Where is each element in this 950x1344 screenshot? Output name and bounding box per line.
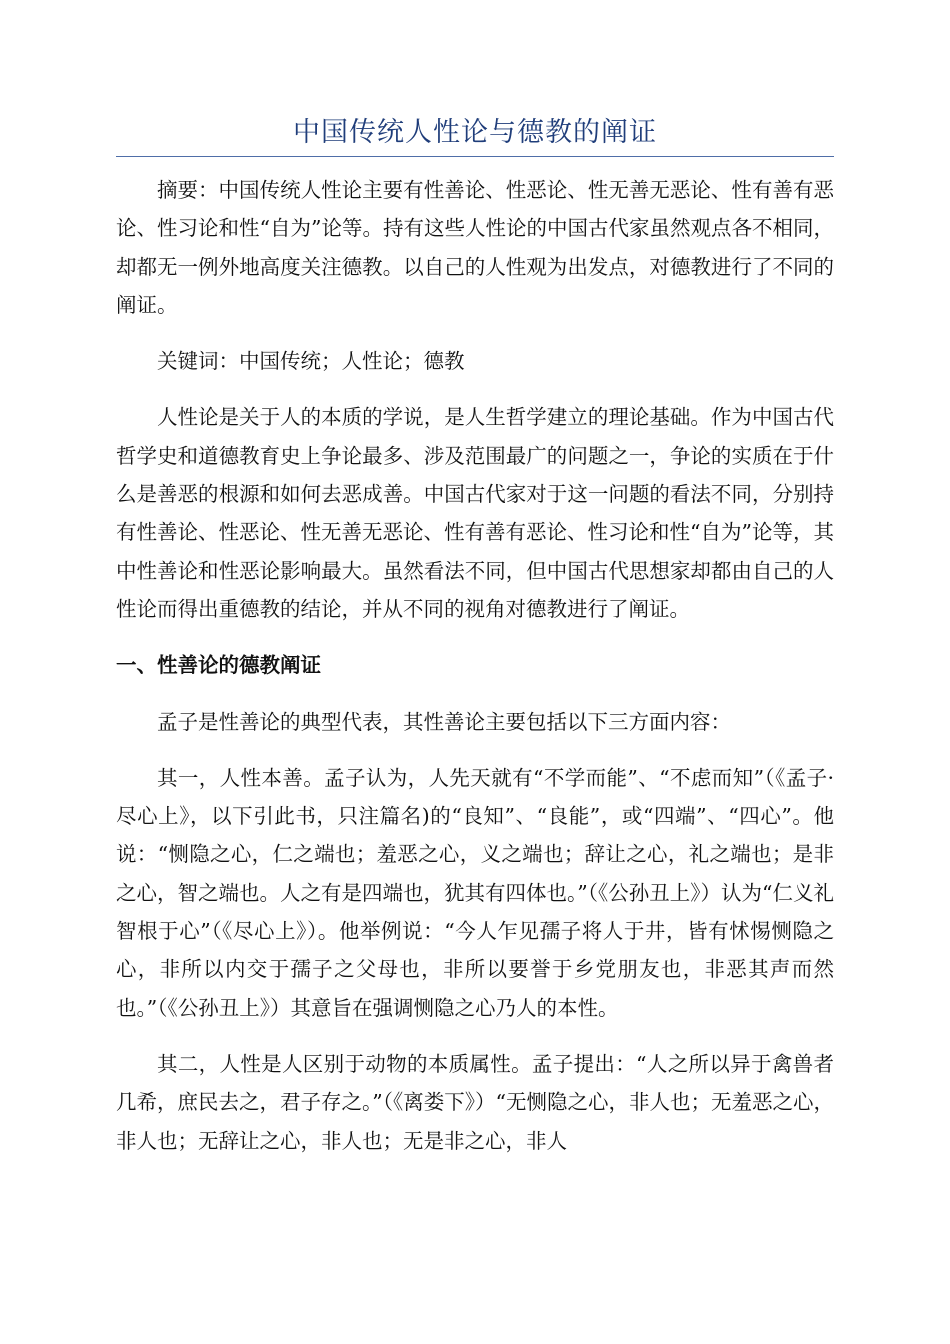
section-heading: 一、性善论的德教阐证 [116,653,321,678]
abstract-paragraph: 摘要：中国传统人性论主要有性善论、性恶论、性无善无恶论、性有善有恶论、性习论和性“自为”论等。持有这些人性论的中国古代家虽然观点各不相同，却都无一例外地高度关注德教。以自己的人性观为出发点，对德教进行了不同的阐证。 [116,178,834,317]
title-underline [116,156,834,157]
body-paragraph-2: 其一，人性本善。孟子认为，人先天就有“不学而能”、“不虑而知”（《孟子·尽心上》，以下引此书，只注篇名)的“良知”、“良能”，或“四端”、“四心”。他说：“恻隐之心，仁之端也；羞恶之心，义之端也；辞让之心，礼之端也；是非之心，智之端也。人之有是四端也，犹其有四体也。”（《公孙丑上》）认为“仁义礼智根于心”（《尽心上》）。他举例说：“今人乍见孺子将人于井，皆有怵惕恻隐之心，非所以内交于孺子之父母也，非所以要誉于乡党朋友也，非恶其声而然也。”（《公孙丑上》）其意旨在强调恻隐之心乃人的本性。 [116,765,834,1020]
body-paragraph-3: 其二，人性是人区别于动物的本质属性。孟子提出：“人之所以异于禽兽者几希，庶民去之，君子存之。”（《离娄下》）“无恻隐之心，非人也；无羞恶之心，非人也；无辞让之心，非人也；无是非之心，非人 [116,1051,834,1153]
intro-paragraph: 人性论是关于人的本质的学说，是人生哲学建立的理论基础。作为中国古代哲学史和道德教育史上争论最多、涉及范围最广的问题之一，争论的实质在于什么是善恶的根源和如何去恶成善。中国古代家对于这一问题的看法不同，分别持有性善论、性恶论、性无善无恶论、性有善有恶论、性习论和性“自为”论等，其中性善论和性恶论影响最大。虽然看法不同，但中国古代思想家却都由自己的人性论而得出重德教的结论，并从不同的视角对德教进行了阐证。 [116,405,834,621]
document-page [116,110,834,1178]
document-title: 中国传统人性论与德教的阐证 [293,117,657,148]
keywords-paragraph: 关键词：中国传统；人性论；德教 [157,349,465,374]
body-paragraph-1: 孟子是性善论的典型代表，其性善论主要包括以下三方面内容： [157,709,731,734]
